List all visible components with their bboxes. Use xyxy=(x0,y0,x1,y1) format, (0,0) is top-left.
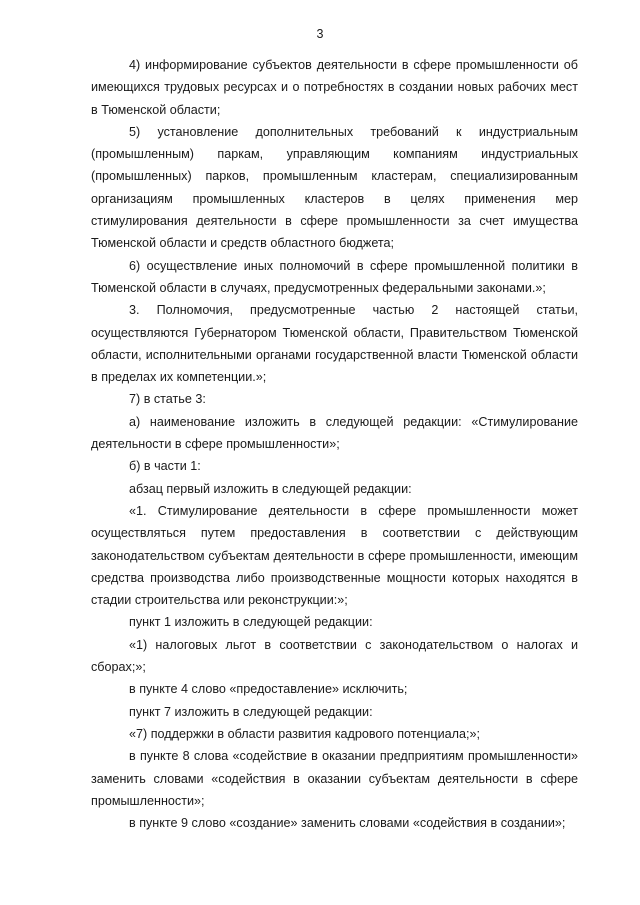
paragraph-item-5: 5) установление дополнительных требований к индустриальным (промышленным) паркам, управляющим компаниям индустриальных (промышленных) парков, промышленным кластерам, специализированным организациям промышленных кластеров в целях применения мер стимулирования деятельности в сфере промышленности за счет имущества Тюменской области и средств областного бюджета; xyxy=(91,124,578,251)
document-body xyxy=(91,54,578,834)
paragraph-subitem-a: а) наименование изложить в следующей редакции: «Стимулирование деятельности в сфере промышленности»; xyxy=(91,414,578,452)
paragraph-point-8: в пункте 8 слова «содействие в оказании предприятиям промышленности» заменить словами «содействия в оказании субъектам деятельности в сфере промышленности»; xyxy=(91,749,578,808)
paragraph-first-abzac: абзац первый изложить в следующей редакции: xyxy=(129,481,412,496)
paragraph-quote-1: «1. Стимулирование деятельности в сфере промышленности может осуществляться путем предоставления в соответствии с действующим законодательством субъектам деятельности в сфере промышленности, имеющим средства производства либо производственные мощности которых находятся в стадии строительства или реконструкции:»; xyxy=(91,503,578,608)
paragraph-point-7-text: «7) поддержки в области развития кадрового потенциала;»; xyxy=(129,726,480,741)
paragraph-article-3-heading: 7) в статье 3: xyxy=(129,392,206,407)
paragraph-point-9: в пункте 9 слово «создание» заменить словами «содействия в создании»; xyxy=(129,816,566,831)
paragraph-part-3: 3. Полномочия, предусмотренные частью 2 настоящей статьи, осуществляются Губернатором Тюменской области, Правительством Тюменской области, исполнительными органами государственной власти Тюменской области в пределах их компетенции.»; xyxy=(91,303,578,385)
page-number: 3 xyxy=(316,27,324,41)
paragraph-point-1-text: «1) налоговых льгот в соответствии с законодательством о налогах и сборах;»; xyxy=(91,637,578,675)
paragraph-item-6: 6) осуществление иных полномочий в сфере промышленной политики в Тюменской области в случаях, предусмотренных федеральными законами.»; xyxy=(91,258,578,295)
paragraph-point-4: в пункте 4 слово «предоставление» исключить; xyxy=(129,682,408,697)
paragraph-point-7-instruction: пункт 7 изложить в следующей редакции: xyxy=(129,704,373,719)
paragraph-point-1-instruction: пункт 1 изложить в следующей редакции: xyxy=(129,615,373,630)
paragraph-subitem-b: б) в части 1: xyxy=(129,459,201,474)
paragraph-item-4: 4) информирование субъектов деятельности в сфере промышленности об имеющихся трудовых ресурсах и о потребностях в создании новых рабочих мест в Тюменской области; xyxy=(91,58,578,117)
